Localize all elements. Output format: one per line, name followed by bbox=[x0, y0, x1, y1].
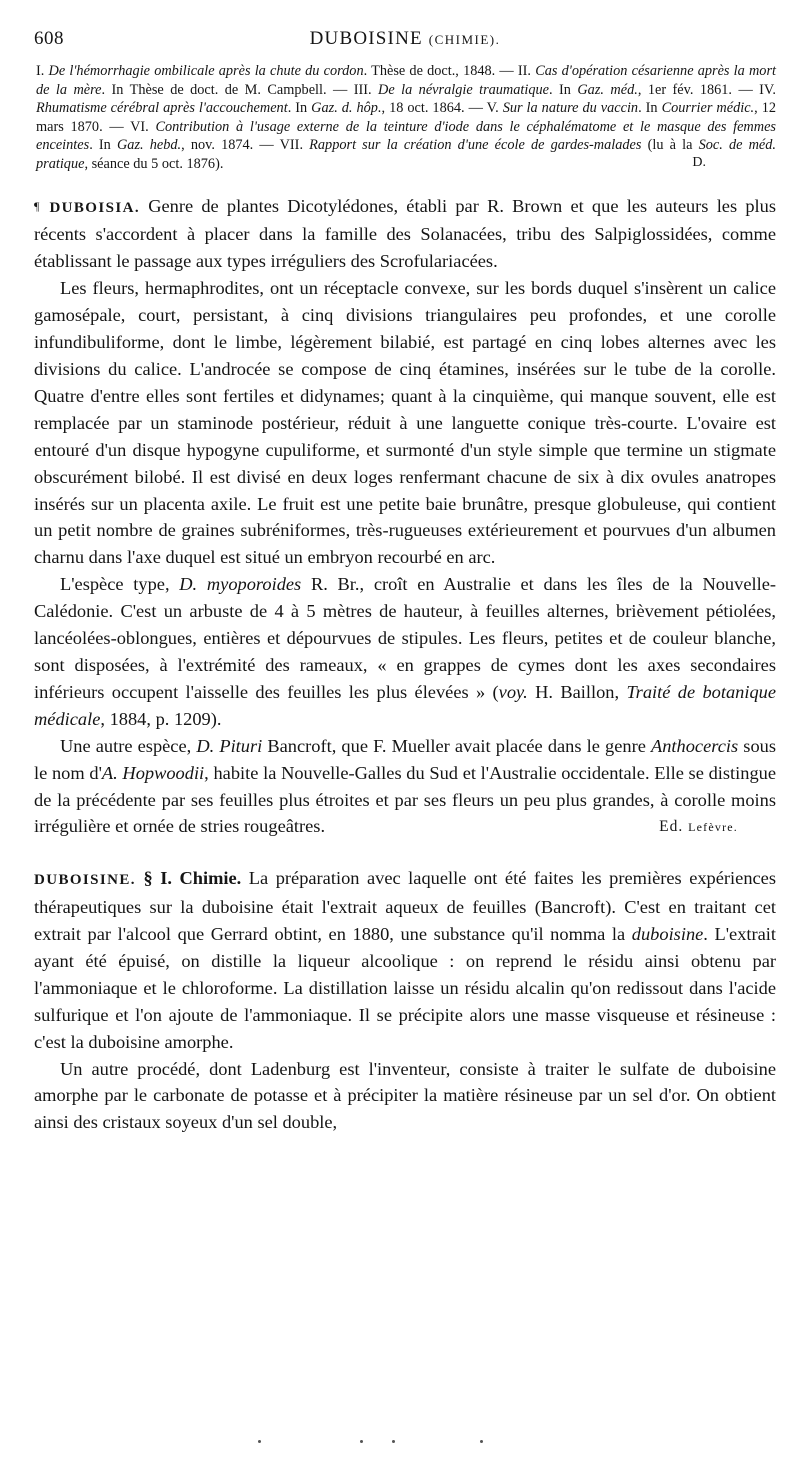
section-heading: § I. Chimie. bbox=[135, 868, 242, 889]
duboisia-intro: ¶ DUBOISIA. Genre de plantes Dicotylédones, établi par R. Brown et que les auteurs les plus récents s'accordent à placer dans la famille des Solanacées, tribu des Salpiglossidées, comme établissant le passage aux types irréguliers des Scrofulariacées. bbox=[34, 195, 776, 272]
running-title-sub: (CHIMIE). bbox=[428, 32, 501, 47]
headword-duboisia: DUBOISIA. bbox=[49, 199, 140, 216]
page-header bbox=[34, 28, 776, 62]
running-title-main: DUBOISINE bbox=[309, 28, 423, 49]
duboisine-preparation-paragraph: DUBOISINE. § I. Chimie. La préparation avec laquelle ont été faites les premières expériences thérapeutiques sur la duboisine était l'extrait aqueux de feuilles (Bancroft). C'est en traitant cet extrait par l'alcool que Gerrard obtint, en 1880, une substance qu'il nomma la duboisine. L'extrait ayant été épuisé, on distille la liqueur alcoolique : on reprend le résidu ainsi obtenu par l'ammoniaque et le chloroforme. La distillation laisse un résidu alcalin qu'on redissout dans l'acide sulfurique et l'on ajoute de l'ammoniaque. Il se précipite alors une masse visqueuse et résineuse : c'est la duboisine amorphe. bbox=[34, 868, 776, 1052]
bibliography-signature: D. bbox=[692, 154, 706, 170]
author-signature: Ed. Lefèvre. bbox=[659, 818, 738, 836]
headword-duboisine: DUBOISINE. bbox=[34, 872, 136, 889]
page-number: 608 bbox=[34, 28, 64, 49]
bibliography-block bbox=[34, 62, 776, 171]
bibliography-text: I. De l'hémorrhagie ombilicale après la chute du cordon. Thèse de doct., 1848. — II. Cas d'opération césarienne après la mort de la mère. In Thèse de doct. de M. Campbell. — III. De la névralgie traumatique. In Gaz. méd., 1er fév. 1861. — IV. Rhumatisme cérébral après l'accouchement. In Gaz. d. hôp., 18 oct. 1864. — V. Sur la nature du vaccin. In Courrier médic., 12 mars 1870. — VI. Contribution à l'usage externe de la teinture d'iode dans le céphalématome et le masque des femmes enceintes. In Gaz. hebd., nov. 1874. — VII. Rapport sur la création d'une école de gardes-malades (lu à la Soc. de méd. pratique, séance du 5 oct. 1876). bbox=[36, 63, 776, 172]
article-duboisine bbox=[34, 865, 776, 1136]
duboisia-type-species-paragraph: L'espèce type, D. myoporoides R. Br., croît en Australie et dans les îles de la Nouvelle-Calédonie. C'est un arbuste de 4 à 5 mètres de hauteur, à feuilles alternes, brièvement pétiolées, lancéolées-oblongues, entières et dépourvues de stipules. Les fleurs, petites et de couleur blanche, sont disposées, à l'extrémité des rameaux, « en grappes de cymes dont les axes secondaires inférieurs occupent l'aisselle des feuilles les plus élevées » (voy. H. Baillon, Traité de botanique médicale, 1884, p. 1209). bbox=[34, 574, 776, 729]
article-duboisia bbox=[34, 193, 776, 842]
duboisia-other-species-paragraph: Une autre espèce, D. Pituri Bancroft, que F. Mueller avait placée dans le genre Anthocercis sous le nom d'A. Hopwoodii, habite la Nouvelle-Galles du Sud et l'Australie occidentale. Elle se distingue de la précédente par ses feuilles plus étroites et par ses fleurs un peu plus grandes, à corolle moins irrégulière et ornée de stries rougeâtres. bbox=[34, 735, 777, 837]
paragraph-marker-icon: ¶ bbox=[34, 198, 40, 213]
page-footer-marks bbox=[0, 1440, 800, 1450]
running-title bbox=[34, 28, 776, 50]
document-page bbox=[34, 28, 776, 1136]
duboisine-ladenburg-paragraph: Un autre procédé, dont Ladenburg est l'inventeur, consiste à traiter le sulfate de duboisine amorphe par le carbonate de potasse et à précipiter la matière résineuse par un sel d'or. On obtient ainsi des cristaux soyeux d'un sel double, bbox=[34, 1058, 776, 1133]
duboisia-flowers-paragraph: Les fleurs, hermaphrodites, ont un réceptacle convexe, sur les bords duquel s'insèrent un calice gamosépale, court, persistant, à cinq divisions triangulaires peu profondes, et une corolle infundibuliforme, dont le limbe, légèrement bilabié, est partagé en cinq lobes alternes avec les divisions du calice. L'androcée se compose de cinq étamines, insérées sur le tube de la corolle. Quatre d'entre elles sont fertiles et didynames; quant à la cinquième, qui manque souvent, elle est remplacée par un staminode postérieur, réduit à une languette conique très-courte. L'ovaire est entouré d'un disque hypogyne cupuliforme, et surmonté d'un style simple que termine un stigmate obscurément bilobé. Il est divisé en deux loges renfermant chacune de six à dix ovules anatropes insérés sur un placenta axile. Le fruit est une petite baie brunâtre, presque globuleuse, qui contient un petit nombre de graines subréniformes, très-rugueuses extérieurement et pourvues d'un albumen charnu dans l'axe duquel est situé un embryon recourbé en arc. bbox=[34, 278, 776, 568]
